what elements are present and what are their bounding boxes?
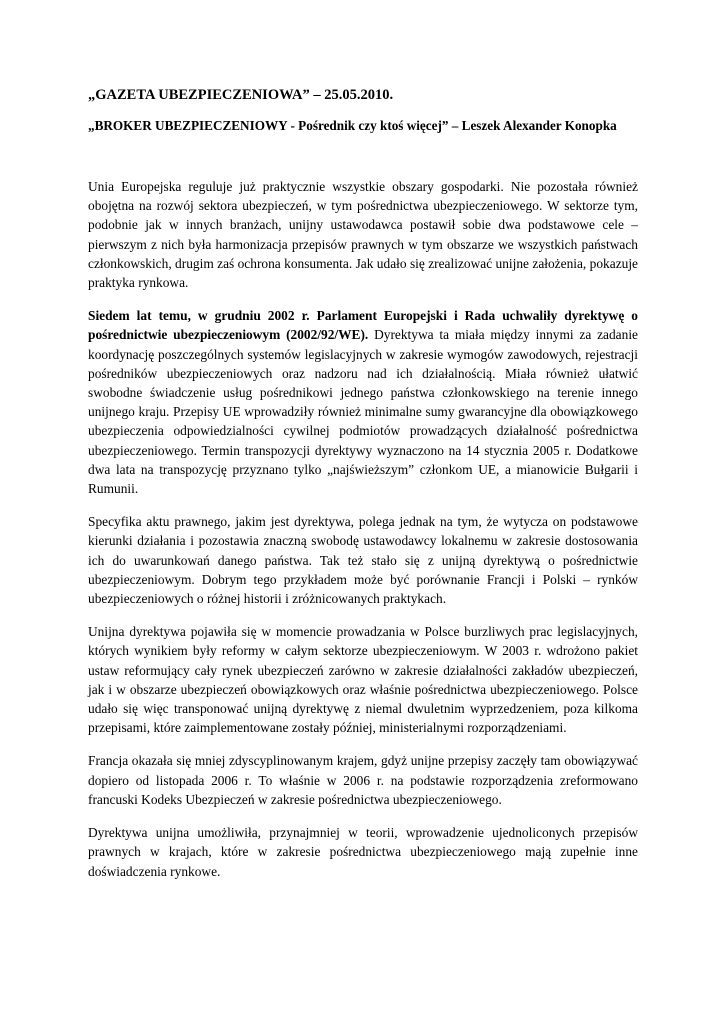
paragraph-text: Dyrektywa unijna umożliwiła, przynajmniej w teorii, wprowadzenie ujednoliconych przepisów prawnych w krajach, które w zakresie pośrednictwa ubezpieczeniowego mają zupełnie inne doświadczenia rynkowe. [88, 825, 638, 879]
paragraph-text: Francja okazała się mniej zdyscyplinowanym krajem, gdyż unijne przepisy zaczęły tam obowiązywać dopiero od listopada 2006 r. To właśnie w 2006 r. na podstawie rozporządzenia zreformowano francuski Kodeks Ubezpieczeń w zakresie pośrednictwa ubezpieczeniowego. [88, 753, 638, 807]
paragraph-5 [88, 751, 638, 809]
paragraph-2 [88, 306, 638, 498]
paragraph-text: Dyrektywa ta miała między innymi za zadanie koordynację poszczególnych systemów legislacyjnych w zakresie wymogów zawodowych, rejestracji pośredników ubezpieczeniowych oraz nadzoru nad ich działalnością. Miała również ułatwić swobodne świadczenie usług pośrednikowi jednego państwa członkowskiego na terenie innego unijnego kraju. Przepisy UE wprowadziły również minimalne sumy gwarancyjne dla obowiązkowego ubezpieczenia odpowiedzialności cywilnej podmiotów prowadzących działalność pośrednictwa ubezpieczeniowego. Termin transpozycji dyrektywy wyznaczono na 14 stycznia 2005 r. Dodatkowe dwa lata na transpozycję przyznano tylko „najświeższym” członkom UE, a mianowicie Bułgarii i Rumunii. [88, 327, 638, 497]
paragraph-4 [88, 622, 638, 737]
paragraph-lead: Siedem lat temu, w grudniu 2002 r. Parlament Europejski i Rada uchwaliły dyrektywę o pośrednictwie ubezpieczeniowym (2002/92/WE). [88, 308, 638, 343]
paragraph-text: Unijna dyrektywa pojawiła się w momencie prowadzania w Polsce burzliwych prac legislacyjnych, których wynikiem były reformy w całym sektorze ubezpieczeniowym. W 2003 r. wdrożono pakiet ustaw reformujący cały rynek ubezpieczeń zarówno w zakresie działalności zakładów ubezpieczeń, jak i w obszarze ubezpieczeń obowiązkowych oraz właśnie pośrednictwa ubezpieczeniowego. Polsce udało się więc transponować unijną dyrektywę z niemal dwuletnim wyprzedzeniem, poza kilkoma przepisami, które zaimplementowane zostały później, ministerialnymi rozporządzeniami. [88, 624, 638, 736]
paragraph-1 [88, 177, 638, 292]
article-body [88, 177, 638, 895]
paragraph-6 [88, 823, 638, 881]
article-title: „BROKER UBEZPIECZENIOWY - Pośrednik czy ktoś więcej” – Leszek Alexander Konopka [88, 118, 617, 133]
paragraph-3 [88, 512, 638, 608]
publication-header: „GAZETA UBEZPIECZENIOWA” – 25.05.2010. [88, 87, 394, 103]
paragraph-text: Unia Europejska reguluje już praktycznie wszystkie obszary gospodarki. Nie pozostała również obojętna na rozwój sektora ubezpieczeń, w tym pośrednictwa ubezpieczeniowego. W sektorze tym, podobnie jak w innych branżach, unijny ustawodawca postawił sobie dwa podstawowe cele – pierwszym z nich była harmonizacja przepisów prawnych w tym obszarze we wszystkich państwach członkowskich, drugim zaś ochrona konsumenta. Jak udało się zrealizować unijne założenia, pokazuje praktyka rynkowa. [88, 179, 638, 291]
paragraph-text: Specyfika aktu prawnego, jakim jest dyrektywa, polega jednak na tym, że wytycza on podstawowe kierunki działania i pozostawia znaczną swobodę ustawodawcy lokalnemu w zakresie dostosowania ich do uwarunkowań danego państwa. Tak też stało się z unijną dyrektywą o pośrednictwie ubezpieczeniowym. Dobrym tego przykładem może być porównanie Francji i Polski – rynków ubezpieczeniowych o różnej historii i zróżnicowanych praktykach. [88, 514, 638, 607]
